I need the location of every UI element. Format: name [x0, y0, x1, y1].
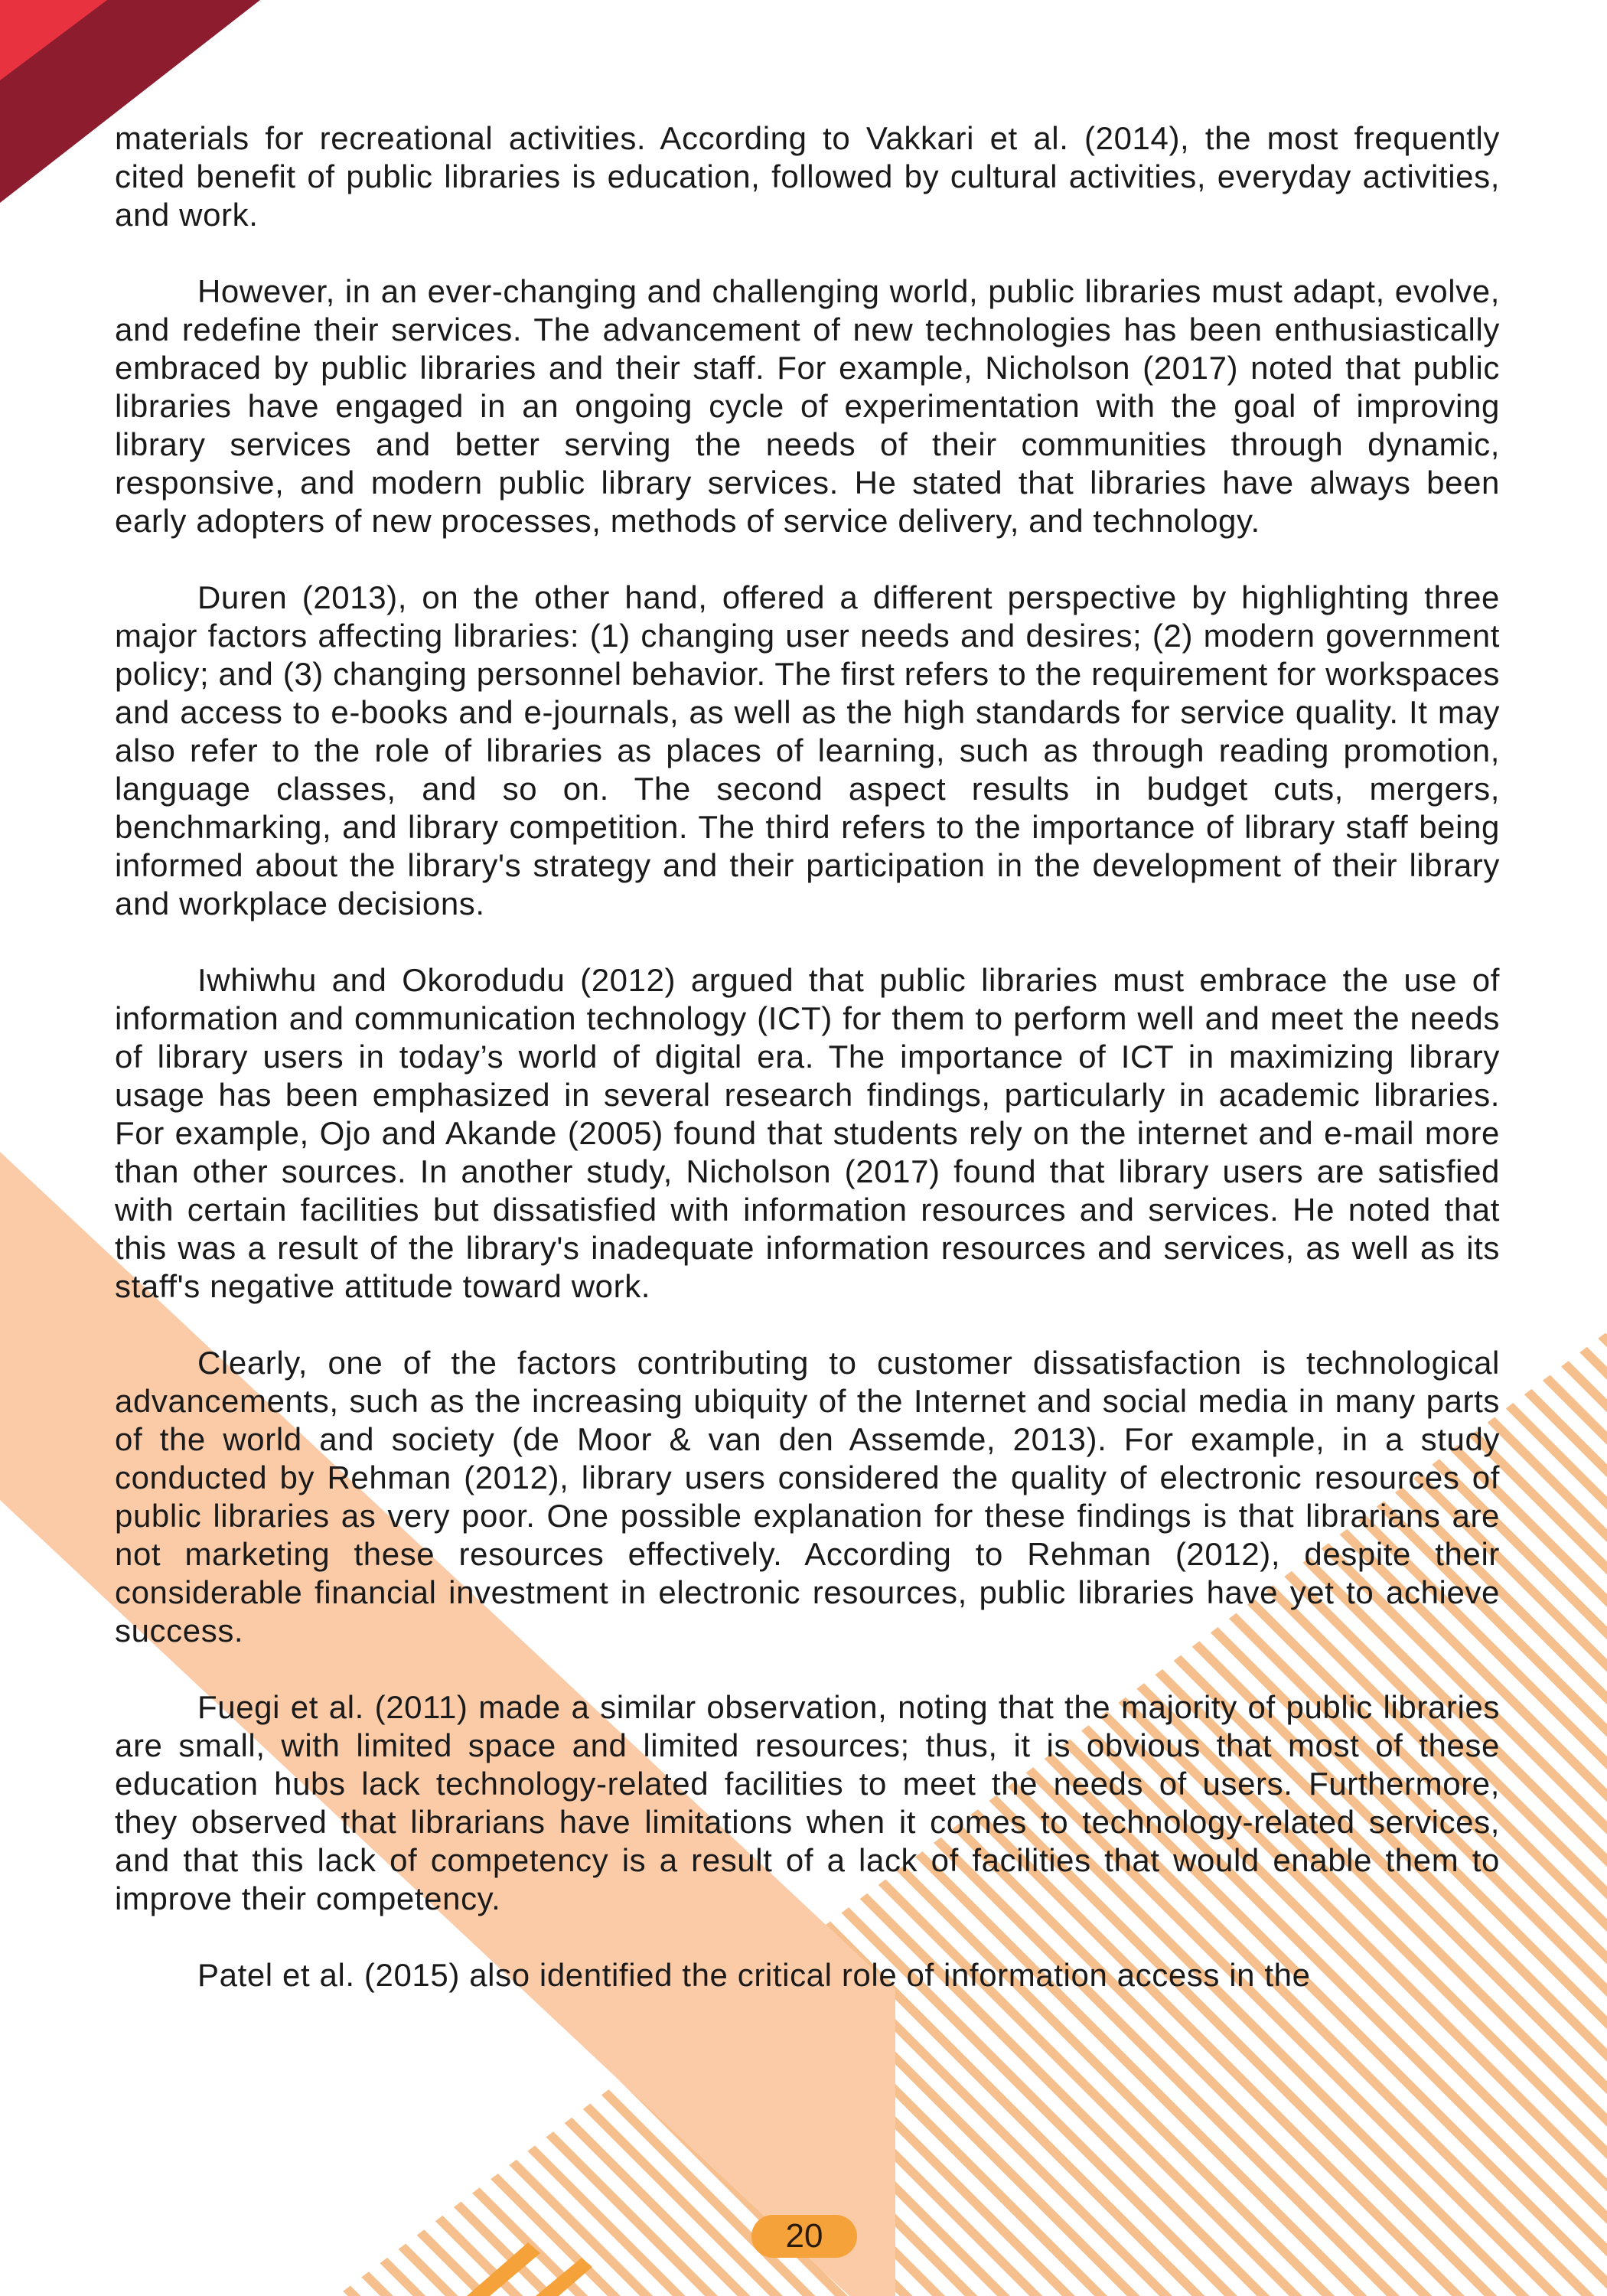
paragraph-1: materials for recreational activities. According to Vakkari et al. (2014), the most frequently cited benefit of public libraries is education, followed by cultural activities, everyday activities, and work.	[115, 120, 1500, 233]
paragraph-4: Iwhiwhu and Okorodudu (2012) argued that public libraries must embrace the use of information and communication technology (ICT) for them to perform well and meet the needs of library users in today’s world of digital era. The importance of ICT in maximizing library usage has been emphasized in several research findings, particularly in academic libraries. For example, Ojo and Akande (2005) found that students rely on the internet and e-mail more than other sources. In another study, Nicholson (2017) found that library users are satisfied with certain facilities but dissatisfied with information resources and services. He noted that this was a result of the library's inadequate information resources and services, as well as its staff's negative attitude toward work.	[115, 962, 1500, 1304]
paragraph-2: However, in an ever-changing and challenging world, public libraries must adapt, evolve, and redefine their services. The advancement of new technologies has been enthusiastically embraced by public libraries and their staff. For example, Nicholson (2017) noted that public libraries have engaged in an ongoing cycle of experimentation with the goal of improving library services and better serving the needs of their communities through dynamic, responsive, and modern public library services. He stated that libraries have always been early adopters of new processes, methods of service delivery, and technology.	[115, 273, 1500, 539]
paragraph-6: Fuegi et al. (2011) made a similar observation, noting that the majority of public libraries are small, with limited space and limited resources; thus, it is obvious that most of these education hubs lack technology-related facilities to meet the needs of users. Furthermore, they observed that librarians have limitations when it comes to technology-related services, and that this lack of competency is a result of a lack of facilities that would enable them to improve their competency.	[115, 1689, 1500, 1916]
body-text	[115, 119, 1500, 2033]
paragraph-3: Duren (2013), on the other hand, offered a different perspective by highlighting three major factors affecting libraries: (1) changing user needs and desires; (2) modern government policy; and (3) changing personnel behavior. The first refers to the requirement for workspaces and access to e-books and e-journals, as well as the high standards for service quality. It may also refer to the role of libraries as places of learning, such as through reading promotion, language classes, and so on. The second aspect results in budget cuts, mergers, benchmarking, and library competition. The third refers to the importance of library staff being informed about the library's strategy and their participation in the development of their library and workplace decisions.	[115, 579, 1500, 921]
paragraph-7: Patel et al. (2015) also identified the critical role of information access in the	[197, 1957, 1311, 1993]
page-number-badge: 20	[751, 2215, 857, 2258]
paragraph-5: Clearly, one of the factors contributing to customer dissatisfaction is technological advancements, such as the increasing ubiquity of the Internet and social media in many parts of the world and society (de Moor & van den Assemde, 2013). For example, in a study conducted by Rehman (2012), library users considered the quality of electronic resources of public libraries as very poor. One possible explanation for these findings is that librarians are not marketing these resources effectively. According to Rehman (2012), despite their considerable financial investment in electronic resources, public libraries have yet to achieve success.	[115, 1345, 1500, 1649]
